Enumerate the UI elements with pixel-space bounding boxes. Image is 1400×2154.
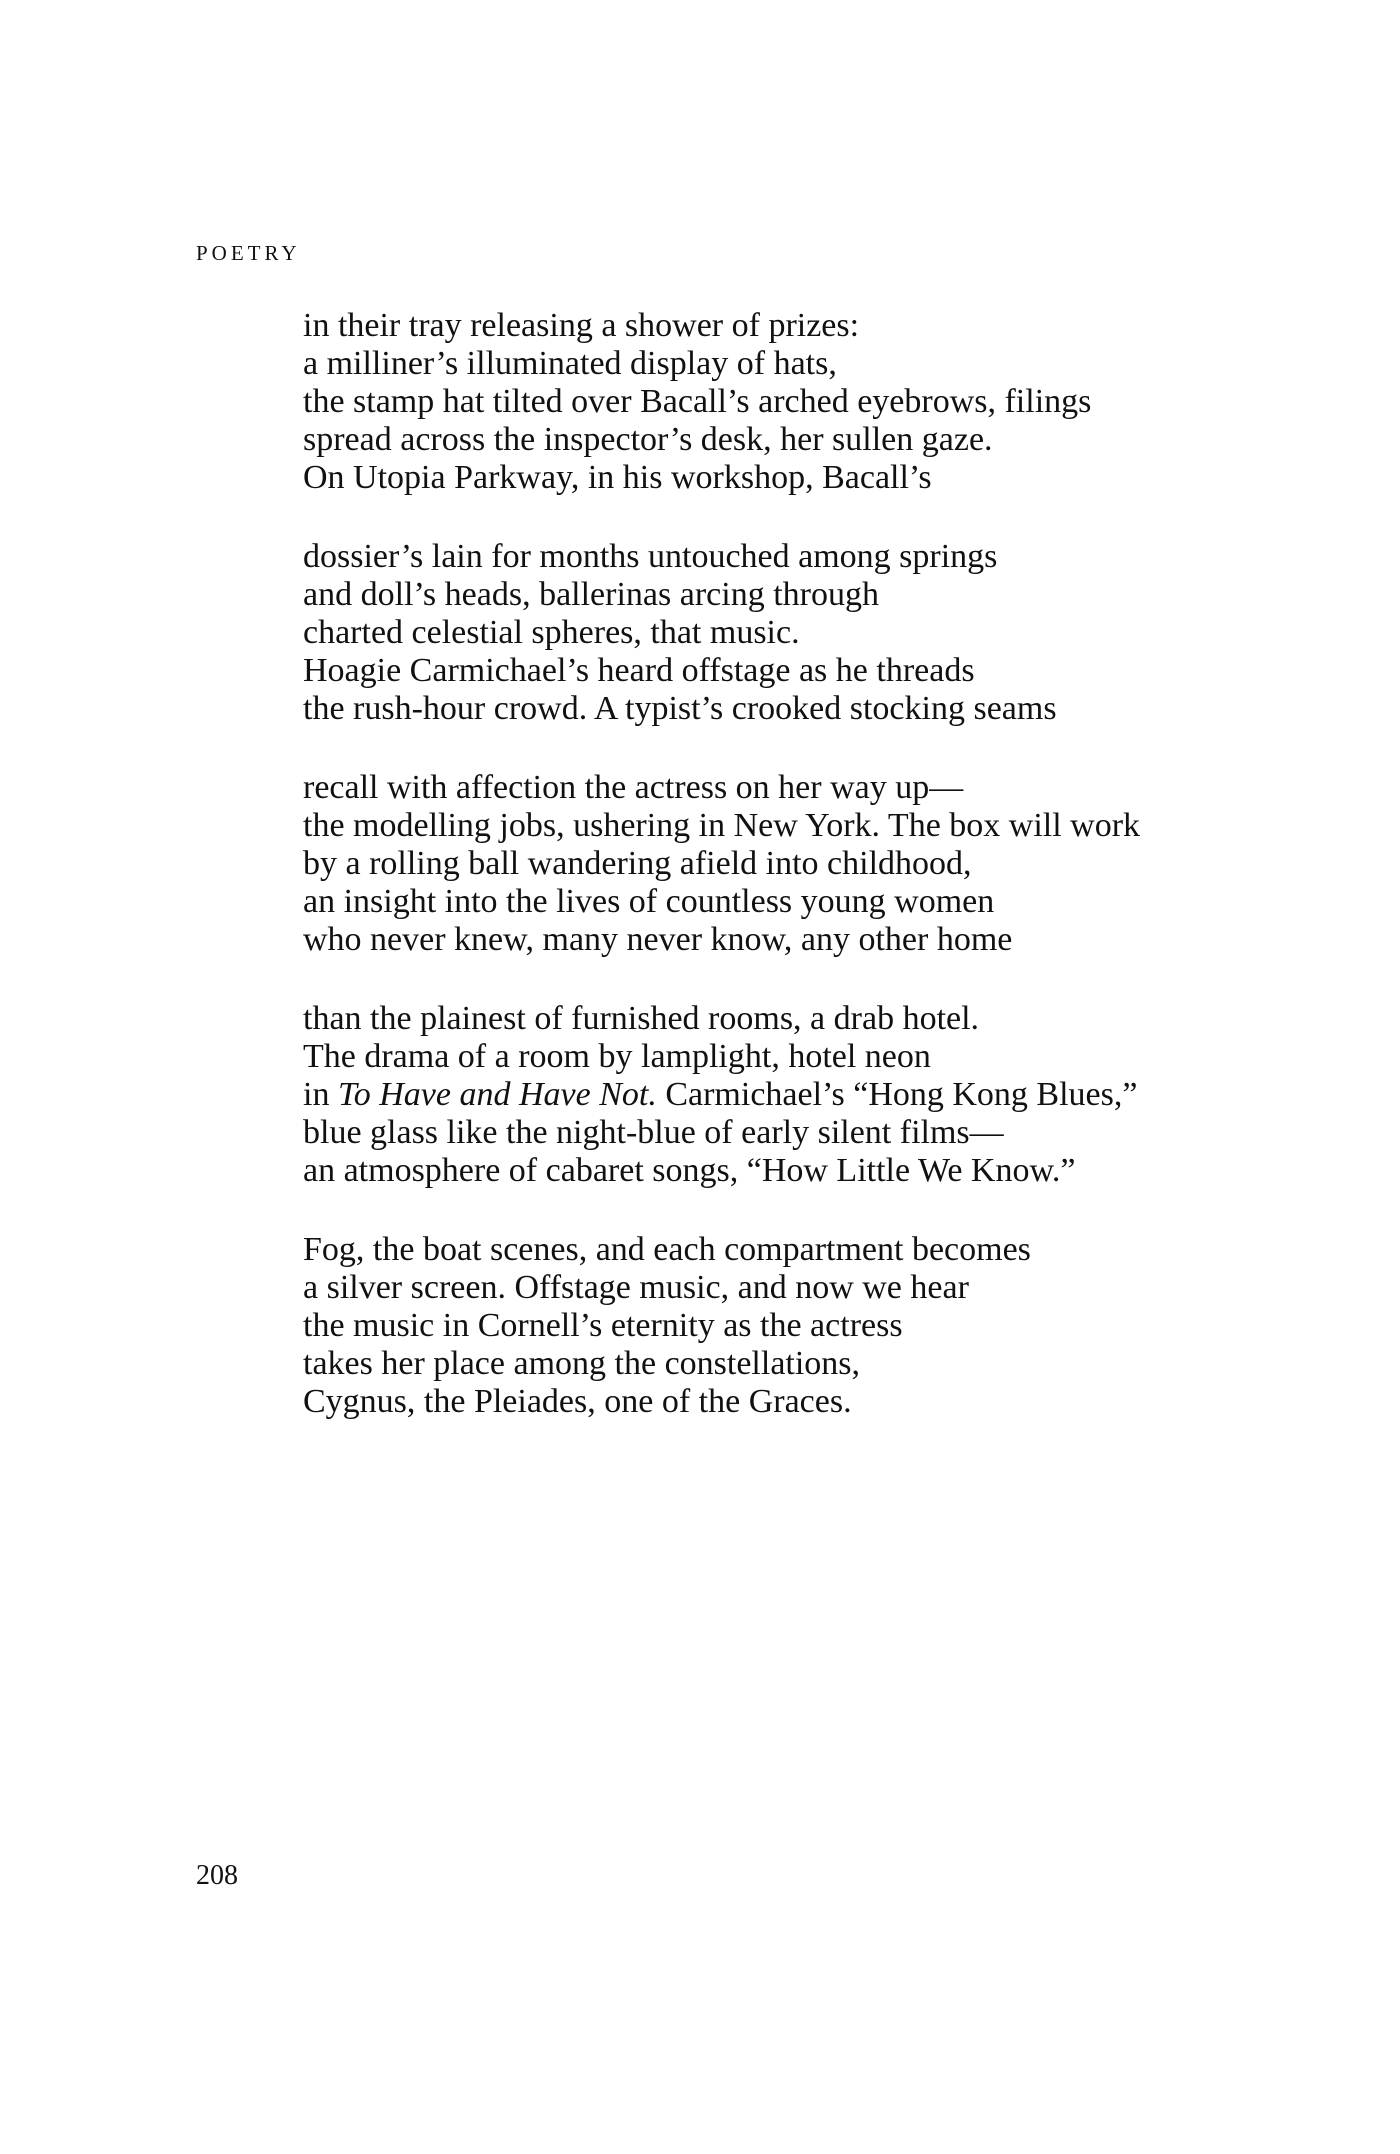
- poem-line: an atmosphere of cabaret songs, “How Little We Know.”: [303, 1152, 1076, 1189]
- poem-line: On Utopia Parkway, in his workshop, Bacall’s: [303, 459, 932, 496]
- poem-line: than the plainest of furnished rooms, a drab hotel.: [303, 1000, 980, 1037]
- poem-line: the music in Cornell’s eternity as the actress: [303, 1307, 903, 1344]
- poem-line: Hoagie Carmichael’s heard offstage as he threads: [303, 652, 975, 689]
- poem-line: and doll’s heads, ballerinas arcing through: [303, 576, 879, 613]
- poem-line: The drama of a room by lamplight, hotel neon: [303, 1038, 931, 1075]
- page-number: 208: [196, 1860, 238, 1891]
- poem-line: a silver screen. Offstage music, and now we hear: [303, 1269, 969, 1306]
- poem-line: recall with affection the actress on her way up—: [303, 769, 964, 806]
- stanza: [303, 769, 1303, 959]
- poem-line: dossier’s lain for months untouched among springs: [303, 538, 998, 575]
- poem-line: [303, 1076, 1303, 1114]
- poem-line: blue glass like the night-blue of early silent films—: [303, 1114, 1004, 1151]
- poem-line: the stamp hat tilted over Bacall’s arched eyebrows, filings: [303, 383, 1092, 420]
- stanza: [303, 1231, 1303, 1421]
- stanza: [303, 307, 1303, 497]
- poem-line: an insight into the lives of countless young women: [303, 883, 995, 920]
- poem-line: the rush-hour crowd. A typist’s crooked stocking seams: [303, 690, 1057, 727]
- poem-line: by a rolling ball wandering afield into childhood,: [303, 845, 972, 882]
- poem-line: in their tray releasing a shower of prizes:: [303, 307, 860, 344]
- poem-line: who never knew, many never know, any other home: [303, 921, 1013, 958]
- poem-line: charted celestial spheres, that music.: [303, 614, 800, 651]
- poem-line: a milliner’s illuminated display of hats,: [303, 345, 837, 382]
- poem-line: spread across the inspector’s desk, her sullen gaze.: [303, 421, 993, 458]
- poem-line: Cygnus, the Pleiades, one of the Graces.: [303, 1383, 852, 1420]
- running-head: POETRY: [196, 241, 301, 265]
- poem-line: Fog, the boat scenes, and each compartment becomes: [303, 1231, 1031, 1268]
- poem-line-text: in: [303, 1076, 338, 1113]
- stanza: [303, 1000, 1303, 1190]
- poem-line-text: Carmichael’s “Hong Kong Blues,”: [656, 1076, 1138, 1113]
- poem-line: the modelling jobs, ushering in New York. The box will work: [303, 807, 1141, 844]
- poem-body: [303, 307, 1303, 1462]
- film-title: To Have and Have Not.: [337, 1076, 657, 1113]
- poem-line: takes her place among the constellations,: [303, 1345, 861, 1382]
- stanza: [303, 538, 1303, 728]
